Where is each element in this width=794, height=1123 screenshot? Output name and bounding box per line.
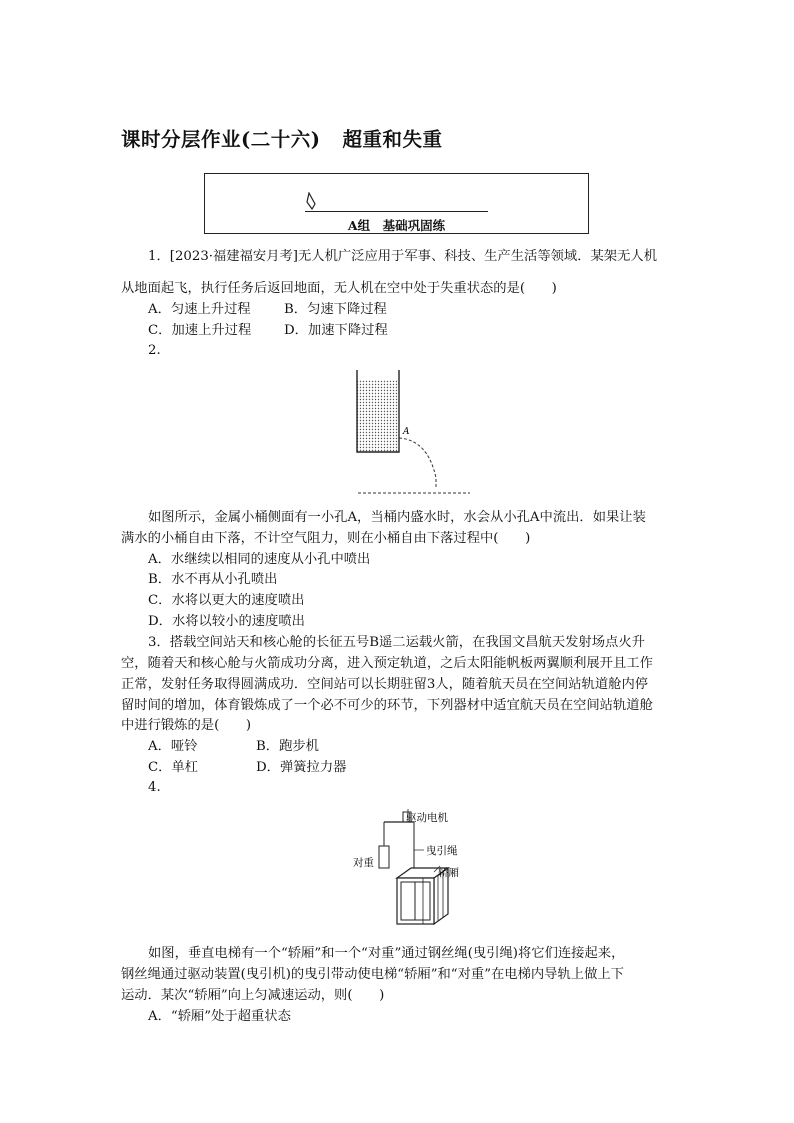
- q4-number: 4.: [148, 780, 161, 795]
- counterweight-block: [379, 846, 389, 868]
- q1-option-b: B．匀速下降过程: [284, 302, 387, 317]
- q3-line-1: 3．搭载空间站天和核心舱的长征五号B遥二运载火箭，在我国文昌航天发射场点火升: [148, 635, 645, 650]
- motor-label: 驱动电机: [406, 812, 448, 824]
- q2-option-d: D．水将以较小的速度喷出: [148, 614, 305, 629]
- q2-line-2: 满水的小桶自由下落，不计空气阻力，则在小桶自由下落过程中( ): [121, 531, 531, 546]
- q1-line-2: 从地面起飞，执行任务后返回地面，无人机在空中处于失重状态的是( ): [121, 281, 557, 296]
- bucket-water: [357, 380, 399, 452]
- q4-line-1: 如图，垂直电梯有一个“轿厢”和一个“对重”通过钢丝绳(曳引绳)将它们连接起来，: [148, 946, 625, 961]
- q1-options-row-2: [148, 322, 388, 340]
- q2-line-1: 如图所示，金属小桶侧面有一小孔A，当桶内盛水时，水会从小孔A中流出．如果让装: [148, 510, 646, 525]
- section-mark-icon: [305, 192, 317, 210]
- title-sub: 超重和失重: [342, 128, 443, 151]
- q3-option-c: C．单杠: [148, 760, 199, 775]
- q3-options-row-1: [148, 738, 319, 756]
- q3-option-b: B．跑步机: [256, 739, 319, 754]
- section-header-box: [204, 173, 589, 234]
- car-label: 轿厢: [438, 867, 459, 879]
- q3-line-5: 中进行锻炼的是( ): [121, 718, 252, 733]
- q3-option-d: D．弹簧拉力器: [256, 760, 347, 775]
- rope-label: 曳引绳: [426, 845, 458, 857]
- elevator-figure: [348, 806, 483, 934]
- q1-line-1: 1．[2023·福建福安月考]无人机广泛应用于军事、科技、生产生活等领域．某架无人机: [148, 249, 657, 264]
- water-jet-trajectory: [399, 438, 436, 488]
- page-title: [121, 124, 442, 152]
- section-label: A组 基础巩固练: [347, 218, 446, 233]
- section-rule: [305, 211, 488, 212]
- q2-option-b: B．水不再从小孔喷出: [148, 572, 278, 587]
- q4-line-2: 钢丝绳通过驱动装置(曳引机)的曳引带动使电梯“轿厢”和“对重”在电梯内导轨上做上下: [121, 967, 624, 982]
- bucket-figure: [350, 368, 475, 498]
- q4-option-a: A．“轿厢”处于超重状态: [148, 1009, 291, 1024]
- counterweight-label: 对重: [353, 857, 374, 869]
- q3-option-a: A．哑铃: [148, 739, 198, 754]
- q2-option-c: C．水将以更大的速度喷出: [148, 593, 305, 608]
- q1-option-a: A．匀速上升过程: [148, 302, 251, 317]
- q3-line-4: 留时间的增加，体育锻炼成了一个必不可少的环节，下列器材中适宜航天员在空间站轨道舱: [121, 698, 653, 713]
- q1-option-d: D．加速下降过程: [284, 323, 388, 338]
- q2-option-a: A．水继续以相同的速度从小孔中喷出: [148, 552, 371, 567]
- q4-line-3: 运动．某次“轿厢”向上匀减速运动，则( ): [121, 988, 385, 1003]
- q1-options-row-1: [148, 301, 387, 319]
- q3-line-2: 空，随着天和核心舱与火箭成功分离，进入预定轨道，之后太阳能帆板两翼顺利展开且工作: [121, 656, 653, 671]
- hole-label: A: [403, 427, 410, 437]
- title-main: 课时分层作业(二十六): [121, 128, 321, 151]
- q3-line-3: 正常，发射任务取得圆满成功．空间站可以长期驻留3人，随着航天员在空间站轨道舱内停: [121, 677, 649, 692]
- q1-option-c: C．加速上升过程: [148, 323, 252, 338]
- q3-options-row-2: [148, 759, 347, 777]
- q2-number: 2.: [148, 343, 161, 358]
